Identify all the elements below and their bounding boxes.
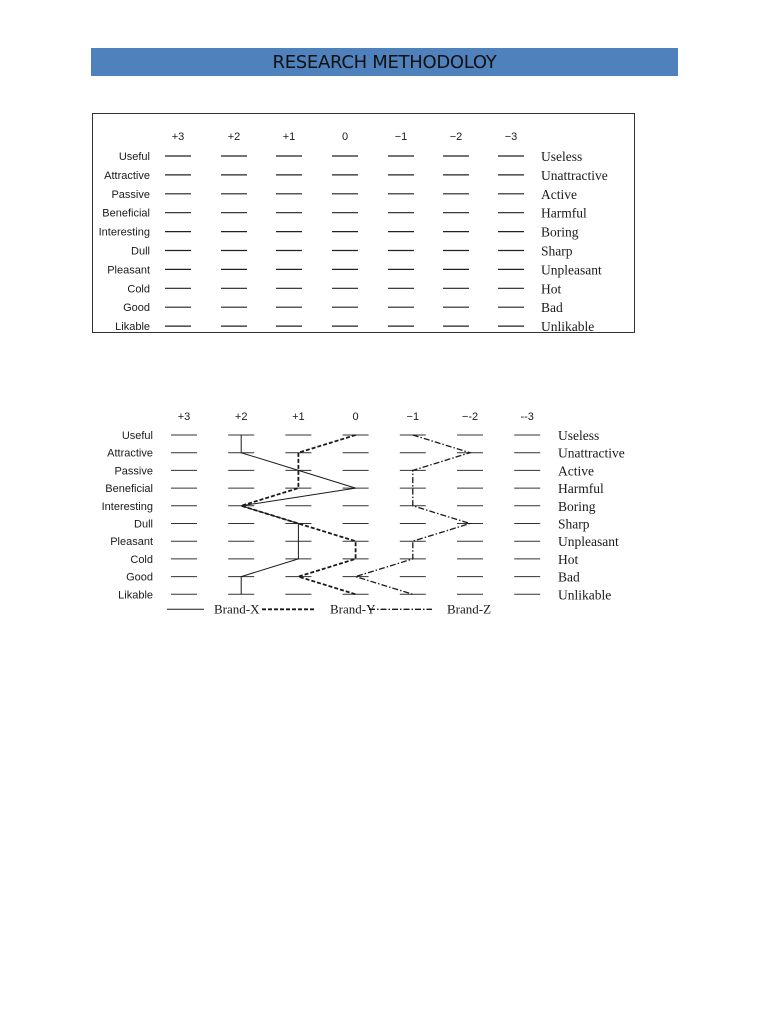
left-adjective: Pleasant — [110, 536, 153, 549]
right-adjective: Active — [558, 463, 594, 479]
scale-label: +3 — [177, 411, 191, 423]
left-adjective: Pleasant — [107, 264, 150, 277]
page-title: RESEARCH METHODOLOY — [272, 51, 497, 73]
left-adjective: Cold — [130, 553, 153, 566]
scale-label: −2 — [449, 131, 463, 143]
scale-label: −3 — [504, 131, 518, 143]
scale-label: −1 — [394, 131, 408, 143]
right-adjective: Bad — [558, 569, 580, 585]
left-adjective: Likable — [118, 589, 153, 602]
right-adjective: Boring — [541, 224, 579, 240]
right-adjective: Sharp — [541, 243, 573, 259]
left-adjective: Dull — [134, 518, 153, 531]
right-adjective: Useless — [558, 428, 600, 443]
left-adjective: Interesting — [101, 500, 153, 513]
left-adjective: Likable — [115, 321, 150, 334]
brand-profile-chart — [92, 405, 652, 627]
left-adjective: Useful — [118, 151, 150, 163]
right-adjective: Useless — [541, 149, 583, 164]
scale-label: +1 — [292, 411, 305, 423]
left-adjective: Attractive — [104, 169, 150, 182]
right-adjective: Unattractive — [541, 167, 608, 183]
scale-label: 0 — [341, 131, 349, 143]
series-line-brand-y — [241, 435, 355, 594]
right-adjective: Hot — [558, 551, 579, 567]
right-adjective: Bad — [541, 300, 563, 316]
scale-label: +2 — [234, 411, 248, 423]
left-adjective: Passive — [114, 465, 153, 478]
right-adjective: Sharp — [558, 516, 590, 532]
left-adjective: Attractive — [107, 447, 153, 460]
left-adjective: Interesting — [98, 226, 150, 239]
left-adjective: Useful — [121, 430, 153, 442]
scale-label: +1 — [282, 131, 296, 143]
scale-label: −1 — [406, 411, 420, 423]
section-header — [91, 48, 678, 76]
left-adjective: Beneficial — [102, 207, 150, 220]
legend-label: Brand-Z — [447, 601, 492, 617]
legend-label: Brand-X — [214, 601, 260, 617]
scale-label: +3 — [171, 131, 185, 143]
scale-label: 0 — [352, 411, 359, 423]
right-adjective: Hot — [541, 281, 562, 297]
left-adjective: Good — [123, 302, 150, 315]
right-adjective: Boring — [558, 498, 596, 514]
left-adjective: Dull — [131, 245, 150, 258]
right-adjective: Unpleasant — [541, 262, 602, 278]
scale-label: +2 — [227, 131, 241, 143]
right-adjective: Harmful — [541, 205, 587, 221]
right-adjective: Unpleasant — [558, 534, 619, 550]
right-adjective: Harmful — [558, 481, 604, 497]
series-line-brand-z — [356, 435, 470, 594]
right-adjective: Unlikable — [558, 587, 612, 603]
scale-label: −-2 — [461, 411, 479, 423]
semantic-differential-scale-figure — [92, 113, 635, 333]
left-adjective: Good — [126, 571, 153, 584]
left-adjective: Beneficial — [105, 483, 153, 496]
right-adjective: Active — [541, 186, 577, 202]
legend-label: Brand-Y — [330, 601, 376, 617]
scale-label: --3 — [520, 411, 534, 423]
left-adjective: Passive — [111, 188, 150, 201]
right-adjective: Unlikable — [541, 319, 595, 335]
left-adjective: Cold — [127, 283, 150, 296]
right-adjective: Unattractive — [558, 445, 625, 461]
